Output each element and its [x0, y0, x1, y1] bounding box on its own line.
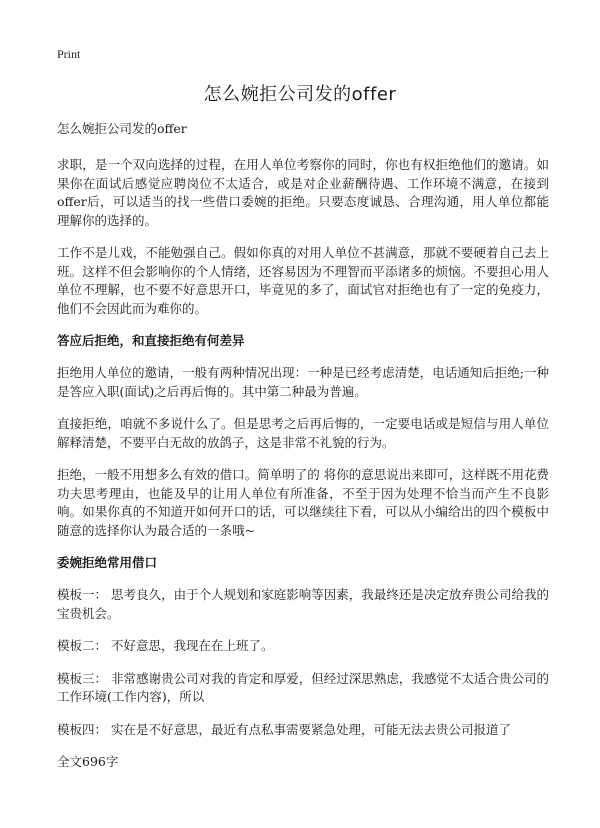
- article-subtitle: 怎么婉拒公司发的offer: [57, 121, 187, 136]
- paragraph-simple-excuse: 拒绝，一般不用想多么有效的借口。简单明了的 将你的意思说出来即可，这样既不用花费功夫思考理由，也能及早的让用人单位有所准备，不至于因为处理不恰当而产生不良影响。如果你真的不知道开如何开口的话，可以继续往下看，可以从小编给出的四个模板中随意的选择你认为最合适的一条哦~: [57, 467, 549, 538]
- page-title: 怎么婉拒公司发的offer: [203, 84, 397, 105]
- paragraph-two-cases: 拒绝用人单位的邀请，一般有两种情况出现：一种是已经考虑清楚，电话通知后拒绝;一种是答应入职(面试)之后再后悔的。其中第二种最为普遍。: [57, 365, 549, 399]
- template-three: 模板三： 非常感谢贵公司对我的肯定和厚爱，但经过深思熟虑，我感觉不太适合贵公司的工作环境(工作内容)，所以: [57, 670, 549, 704]
- template-four: 模板四： 实在是不好意思，最近有点私事需要紧急处理，可能无法去贵公司报道了: [57, 721, 511, 737]
- section-heading-difference: 答应后拒绝，和直接拒绝有何差异: [57, 333, 245, 348]
- template-one: 模板一： 思考良久，由于个人规划和家庭影响等因素，我最终还是决定放弃贵公司给我的宝贵机会。: [57, 587, 549, 621]
- paragraph-direct-refusal: 直接拒绝，咱就不多说什么了。但是思考之后再后悔的，一定要电话或是短信与用人单位解释清楚，不要平白无故的放鸽子，这是非常不礼貌的行为。: [57, 416, 549, 450]
- template-two: 模板二： 不好意思，我现在在上班了。: [57, 638, 274, 653]
- paragraph-intro: 求职，是一个双向选择的过程，在用人单位考察你的同时，你也有权拒绝他们的邀请。如果你在面试后感觉应聘岗位不太适合，或是对企业薪酬待遇、工作环境不满意，在接到offer后，可以适当的找一些借口委婉的拒绝。只要态度诚恳、合理沟通，用人单位都能理解你的选择的。: [57, 157, 549, 228]
- article-body: [57, 120, 549, 771]
- word-count: 全文696字: [57, 754, 119, 769]
- section-heading-excuses: 委婉拒绝常用借口: [57, 555, 158, 570]
- print-link[interactable]: Print: [57, 47, 81, 61]
- paragraph-work: 工作不是儿戏，不能勉强自己。假如你真的对用人单位不甚满意，那就不要硬着自己去上班。这样不但会影响你的个人情绪，还容易因为不理智而平添诸多的烦恼。不要担心用人单位不理解，也不要不好意思开口，毕竟见的多了，面试官对拒绝也有了一定的免疫力，他们不会因此而为难你的。: [57, 245, 549, 316]
